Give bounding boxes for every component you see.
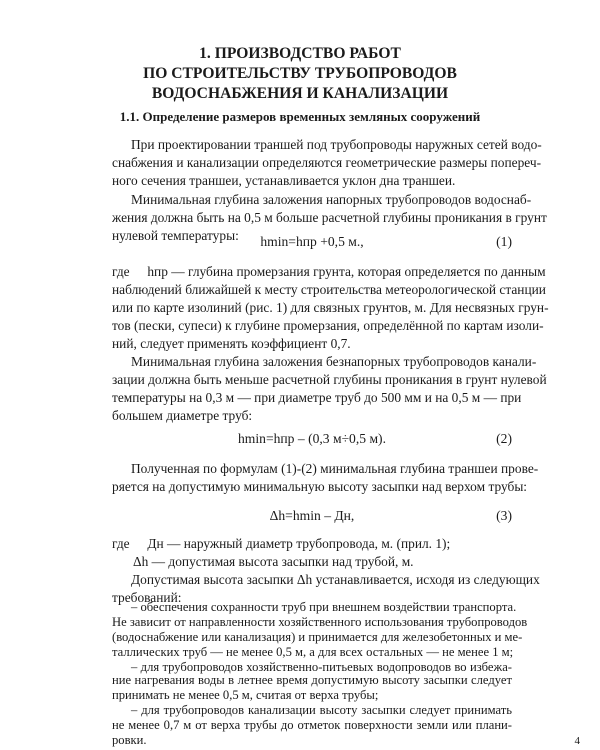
body-line: наблюдений ближайшей к месту строительства метеорологической станции (112, 282, 546, 297)
body-line: (водоснабжение или канализация) и принимается для железобетонных и ме- (112, 630, 523, 644)
formula-2 (112, 430, 512, 448)
body-line: – для трубопроводов канализации высоту засыпки следует принимать (131, 703, 512, 717)
chapter-title-line-3: ВОДОСНАБЖЕНИЯ И КАНАЛИЗАЦИИ (151, 85, 449, 102)
body-line: принимать не менее 0,5 м, считая от верха трубы; (112, 688, 379, 702)
body-line: или по карте изолиний (рис. 1) для связных грунтов, м. Для несвязных грун- (112, 300, 549, 315)
body-line: температуры на 0,3 м — при диаметре труб до 500 мм и на 0,5 м — при (112, 390, 522, 405)
formula-3 (112, 507, 512, 525)
section-title: 1.1. Определение размеров временных земляных сооружений (119, 109, 481, 124)
body-line: таллических труб — не менее 0,5 м, а для всех остальных — не менее 1 м; (112, 645, 514, 659)
body-line: тов (пески, супеси) к глубине промерзания, определённой по картам изоли- (112, 318, 544, 333)
where-line (112, 263, 546, 281)
body-line: не менее 0,7 м от верха трубы до отметок поверхности земли или плани- (112, 718, 512, 732)
formula-1 (112, 233, 512, 251)
body-line: – для трубопроводов хозяйственно-питьевых водопроводов во избежа- (131, 660, 512, 674)
body-line: hпр — глубина промерзания грунта, которая определяется по данным (147, 264, 546, 279)
body-line: ровки. (112, 733, 147, 747)
where-line (112, 535, 512, 553)
body-line: Допустимая высота засыпки Δh устанавливается, исходя из следующих (131, 572, 540, 587)
body-line: Δh — допустимая высота засыпки над трубой, м. (133, 554, 414, 569)
chapter-title (0, 44, 600, 104)
body-line: ряется на допустимую минимальную высоту засыпки над верхом трубы: (112, 479, 528, 494)
equation-number-3: (3) (496, 508, 512, 523)
chapter-title-line-1: 1. ПРОИЗВОДСТВО РАБОТ (199, 45, 401, 62)
body-line: Дн — наружный диаметр трубопровода, м. (прил. 1); (147, 536, 451, 551)
body-line: большем диаметре труб: (112, 408, 253, 423)
formula-1-text: hmin=hпр +0,5 м., (260, 234, 364, 249)
body-line: зации должна быть меньше расчетной глубины проникания в грунт нулевой (112, 372, 547, 387)
chapter-title-line-2: ПО СТРОИТЕЛЬСТВУ ТРУБОПРОВОДОВ (143, 65, 457, 82)
body-line: При проектировании траншей под трубопроводы наружных сетей водо- (131, 137, 542, 152)
body-line: жения должна быть на 0,5 м больше расчетной глубины проникания в грунт (112, 210, 547, 225)
where-label: где (112, 264, 130, 279)
where-label: где (112, 536, 130, 551)
body-line: нулевой температуры: (112, 228, 239, 243)
body-line: Полученная по формулам (1)-(2) минимальная глубина траншеи прове- (131, 461, 539, 476)
body-line: – обеспечения сохранности труб при внешнем воздействии транспорта. (131, 600, 517, 614)
formula-3-text: Δh=hmin – Дн, (269, 508, 355, 523)
body-line: снабжения и канализации определяются геометрические размеры попереч- (112, 155, 542, 170)
formula-2-text: hmin=hпр – (0,3 м÷0,5 м). (238, 431, 386, 446)
equation-number-1: (1) (496, 234, 512, 249)
body-line: Не зависит от направленности хозяйственного использования трубопроводов (112, 615, 528, 629)
body-line: Минимальная глубина заложения безнапорных трубопроводов канали- (131, 354, 537, 369)
body-line: Минимальная глубина заложения напорных трубопроводов водоснаб- (131, 192, 532, 207)
page-number: 4 (574, 735, 580, 747)
body-line: требований: (112, 590, 182, 605)
body-line: ний, следует применять коэффициент 0,7. (112, 336, 351, 351)
body-line: ного сечения траншеи, устанавливается уклон дна траншеи. (112, 173, 456, 188)
body-line: ние нагревания воды в летнее время допустимую высоту засыпки следует (112, 673, 512, 687)
equation-number-2: (2) (496, 431, 512, 446)
